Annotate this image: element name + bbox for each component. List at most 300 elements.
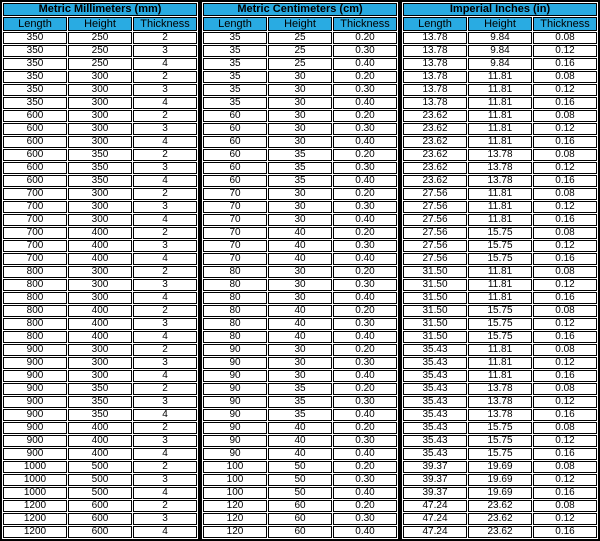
table-row (403, 201, 597, 213)
table-row (3, 214, 197, 226)
table-row (3, 175, 197, 187)
table-row (203, 188, 397, 200)
table-cell: 13.78 (403, 71, 467, 83)
table-row (203, 318, 397, 330)
table-cell: 0.16 (533, 58, 597, 70)
table-cell: 350 (68, 162, 132, 174)
table-cell: 0.20 (333, 71, 397, 83)
table-cell: 0.08 (533, 383, 597, 395)
table-cell: 500 (68, 487, 132, 499)
table-cell: 2 (133, 32, 197, 44)
table-cell: 350 (68, 175, 132, 187)
table-cell: 9.84 (468, 58, 532, 70)
table-row (203, 32, 397, 44)
table-cell: 90 (203, 409, 267, 421)
table-cell: 3 (133, 513, 197, 525)
table-row (403, 253, 597, 265)
table-cell: 40 (268, 331, 332, 343)
table-cell: 4 (133, 292, 197, 304)
table-cell: 31.50 (403, 305, 467, 317)
table-row (203, 344, 397, 356)
table-head-mm (3, 3, 197, 31)
table-row (3, 201, 197, 213)
table-cell: 0.30 (333, 123, 397, 135)
table-row (3, 487, 197, 499)
table-cell: 0.40 (333, 253, 397, 265)
table-cell: 1200 (3, 500, 67, 512)
table-metric-millimeters (0, 0, 200, 541)
table-cell: 23.62 (403, 123, 467, 135)
table-cell: 700 (3, 201, 67, 213)
table-cell: 13.78 (468, 149, 532, 161)
table-row (3, 435, 197, 447)
table-cell: 15.75 (468, 422, 532, 434)
table-cell: 300 (68, 97, 132, 109)
table-row (403, 331, 597, 343)
table-row (203, 253, 397, 265)
table-row (403, 227, 597, 239)
table-metric-centimeters (200, 0, 400, 541)
table-cell: 90 (203, 396, 267, 408)
column-header-row (403, 17, 597, 31)
table-cell: 3 (133, 162, 197, 174)
table-cell: 0.16 (533, 526, 597, 538)
table-cell: 15.75 (468, 240, 532, 252)
table-cell: 900 (3, 396, 67, 408)
table-cell: 35 (203, 71, 267, 83)
table-cell: 300 (68, 357, 132, 369)
table-cell: 11.81 (468, 357, 532, 369)
table-cell: 13.78 (403, 32, 467, 44)
table-cell: 0.40 (333, 487, 397, 499)
table-cell: 0.16 (533, 136, 597, 148)
table-cell: 400 (68, 240, 132, 252)
table-row (3, 370, 197, 382)
table-cell: 39.37 (403, 487, 467, 499)
table-cell: 30 (268, 84, 332, 96)
table-cell: 100 (203, 461, 267, 473)
table-head-cm (203, 3, 397, 31)
table-cell: 35.43 (403, 357, 467, 369)
table-cell: 0.20 (333, 383, 397, 395)
table-cell: 0.12 (533, 162, 597, 174)
table-cell: 23.62 (468, 500, 532, 512)
table-row (203, 136, 397, 148)
column-header-cm-length: Length (203, 17, 267, 31)
table-cell: 0.20 (333, 500, 397, 512)
table-cell: 800 (3, 266, 67, 278)
column-header-row (203, 17, 397, 31)
table-cell: 0.30 (333, 318, 397, 330)
table-cell: 47.24 (403, 526, 467, 538)
table-cell: 500 (68, 461, 132, 473)
table-cell: 100 (203, 487, 267, 499)
table-row (403, 292, 597, 304)
table-cell: 60 (268, 500, 332, 512)
table-cell: 900 (3, 448, 67, 460)
table-cell: 0.12 (533, 201, 597, 213)
column-header-in-length: Length (403, 17, 467, 31)
table-cell: 35 (268, 162, 332, 174)
table-cell: 600 (3, 110, 67, 122)
table-cell: 9.84 (468, 32, 532, 44)
table-row (3, 84, 197, 96)
table-row (403, 487, 597, 499)
table-cell: 0.20 (333, 188, 397, 200)
table-cell: 900 (3, 422, 67, 434)
table-cell: 800 (3, 318, 67, 330)
table-cell: 35.43 (403, 370, 467, 382)
section-title-mm: Metric Millimeters (mm) (3, 3, 197, 16)
table-cell: 90 (203, 435, 267, 447)
table-row (203, 422, 397, 434)
table-row (3, 344, 197, 356)
table-cell: 11.81 (468, 97, 532, 109)
table-cell: 400 (68, 318, 132, 330)
table-row (203, 279, 397, 291)
table-cell: 35.43 (403, 344, 467, 356)
table-cell: 35 (268, 396, 332, 408)
table-cell: 35.43 (403, 409, 467, 421)
table-cell: 35 (203, 45, 267, 57)
table-cell: 900 (3, 383, 67, 395)
table-cell: 600 (3, 136, 67, 148)
table-cell: 300 (68, 344, 132, 356)
table-cell: 3 (133, 84, 197, 96)
table-cell: 35 (268, 149, 332, 161)
table-cell: 50 (268, 474, 332, 486)
table-row (403, 318, 597, 330)
table-row (3, 500, 197, 512)
table-cell: 300 (68, 123, 132, 135)
table-cell: 0.20 (333, 461, 397, 473)
table-cell: 31.50 (403, 331, 467, 343)
table-cell: 0.20 (333, 227, 397, 239)
table-cell: 900 (3, 435, 67, 447)
table-cell: 2 (133, 305, 197, 317)
table-row (3, 396, 197, 408)
table-cell: 35.43 (403, 422, 467, 434)
table-cell: 0.40 (333, 136, 397, 148)
table-cell: 2 (133, 266, 197, 278)
table-cell: 600 (3, 175, 67, 187)
table-cell: 0.30 (333, 45, 397, 57)
table-cell: 19.69 (468, 474, 532, 486)
table-cell: 47.24 (403, 500, 467, 512)
table-cell: 4 (133, 175, 197, 187)
table-cell: 4 (133, 526, 197, 538)
table-cell: 900 (3, 409, 67, 421)
table-cell: 25 (268, 32, 332, 44)
table-cell: 11.81 (468, 201, 532, 213)
table-cell: 60 (203, 175, 267, 187)
table-cell: 60 (203, 149, 267, 161)
table-cell: 35 (203, 84, 267, 96)
column-header-row (3, 17, 197, 31)
table-cell: 11.81 (468, 71, 532, 83)
table-cell: 0.08 (533, 71, 597, 83)
table-cell: 23.62 (468, 526, 532, 538)
table-row (403, 435, 597, 447)
table-cell: 2 (133, 188, 197, 200)
table-cell: 800 (3, 292, 67, 304)
table-cell: 80 (203, 279, 267, 291)
table-row (3, 409, 197, 421)
table-row (403, 175, 597, 187)
table-cell: 35 (203, 32, 267, 44)
table-cell: 400 (68, 422, 132, 434)
table-cell: 400 (68, 448, 132, 460)
table-cell: 0.30 (333, 201, 397, 213)
table-cell: 0.08 (533, 500, 597, 512)
column-header-mm-thickness: Thickness (133, 17, 197, 31)
table-row (403, 305, 597, 317)
table-cell: 300 (68, 136, 132, 148)
table-cell: 350 (3, 45, 67, 57)
table-cell: 0.12 (533, 357, 597, 369)
table-row (3, 383, 197, 395)
table-cell: 27.56 (403, 214, 467, 226)
table-cell: 0.16 (533, 331, 597, 343)
table-cell: 2 (133, 383, 197, 395)
table-cell: 300 (68, 188, 132, 200)
table-cell: 0.30 (333, 357, 397, 369)
table-cell: 13.78 (468, 162, 532, 174)
table-cell: 19.69 (468, 487, 532, 499)
table-cell: 1200 (3, 513, 67, 525)
table-cell: 0.20 (333, 149, 397, 161)
table-cell: 350 (3, 32, 67, 44)
table-cell: 250 (68, 45, 132, 57)
table-cell: 0.16 (533, 97, 597, 109)
table-cell: 100 (203, 474, 267, 486)
table-cell: 27.56 (403, 201, 467, 213)
table-cell: 350 (3, 58, 67, 70)
table-cell: 0.40 (333, 526, 397, 538)
table-cell: 2 (133, 149, 197, 161)
table-cell: 0.16 (533, 370, 597, 382)
table-row (3, 253, 197, 265)
table-cell: 0.12 (533, 474, 597, 486)
table-cell: 3 (133, 45, 197, 57)
table-cell: 4 (133, 448, 197, 460)
table-cell: 300 (68, 266, 132, 278)
table-cell: 0.16 (533, 448, 597, 460)
table-row (3, 71, 197, 83)
section-title-row (203, 3, 397, 16)
table-cell: 700 (3, 227, 67, 239)
table-cell: 600 (68, 500, 132, 512)
table-cell: 80 (203, 305, 267, 317)
table-row (3, 240, 197, 252)
table-body-in (403, 32, 597, 538)
table-cell: 3 (133, 357, 197, 369)
table-cell: 90 (203, 344, 267, 356)
table-row (203, 409, 397, 421)
table-cell: 15.75 (468, 305, 532, 317)
table-cell: 11.81 (468, 370, 532, 382)
table-cell: 30 (268, 123, 332, 135)
table-row (3, 227, 197, 239)
table-cell: 0.16 (533, 253, 597, 265)
table-cell: 0.20 (333, 110, 397, 122)
table-row (203, 500, 397, 512)
table-cell: 11.81 (468, 214, 532, 226)
table-cell: 2 (133, 461, 197, 473)
table-cell: 15.75 (468, 435, 532, 447)
table-cell: 2 (133, 71, 197, 83)
table-row (203, 474, 397, 486)
table-row (203, 396, 397, 408)
table-cell: 70 (203, 227, 267, 239)
table-cell: 30 (268, 279, 332, 291)
column-header-cm-height: Height (268, 17, 332, 31)
table-row (3, 162, 197, 174)
table-cell: 90 (203, 370, 267, 382)
table-cell: 1000 (3, 487, 67, 499)
table-cell: 30 (268, 357, 332, 369)
table-row (203, 240, 397, 252)
table-cell: 31.50 (403, 292, 467, 304)
table-cell: 250 (68, 58, 132, 70)
table-cell: 4 (133, 253, 197, 265)
table-row (203, 357, 397, 369)
table-row (3, 357, 197, 369)
table-cell: 50 (268, 461, 332, 473)
table-cell: 0.08 (533, 32, 597, 44)
table-row (403, 448, 597, 460)
table-cell: 30 (268, 370, 332, 382)
table-cell: 47.24 (403, 513, 467, 525)
table-cell: 1000 (3, 461, 67, 473)
table-cell: 30 (268, 97, 332, 109)
table-cell: 39.37 (403, 461, 467, 473)
table-row (403, 110, 597, 122)
table-cell: 11.81 (468, 84, 532, 96)
table-row (403, 409, 597, 421)
table-cell: 0.40 (333, 331, 397, 343)
column-header-cm-thickness: Thickness (333, 17, 397, 31)
table-cell: 23.62 (403, 136, 467, 148)
table-cell: 40 (268, 305, 332, 317)
table-cell: 4 (133, 370, 197, 382)
table-cell: 0.12 (533, 240, 597, 252)
table-row (403, 422, 597, 434)
table-cell: 400 (68, 331, 132, 343)
table-row (203, 110, 397, 122)
table-cell: 35 (268, 383, 332, 395)
table-cell: 70 (203, 188, 267, 200)
table-cell: 0.08 (533, 188, 597, 200)
table-cell: 3 (133, 318, 197, 330)
table-cell: 3 (133, 201, 197, 213)
table-cell: 27.56 (403, 188, 467, 200)
table-cell: 600 (3, 149, 67, 161)
table-cell: 2 (133, 344, 197, 356)
table-cell: 3 (133, 435, 197, 447)
table-cell: 2 (133, 227, 197, 239)
table-cell: 15.75 (468, 318, 532, 330)
table-cell: 350 (3, 97, 67, 109)
table-row (203, 84, 397, 96)
table-row (3, 292, 197, 304)
table-cell: 90 (203, 422, 267, 434)
table-cell: 300 (68, 201, 132, 213)
table-row (403, 370, 597, 382)
table-row (203, 513, 397, 525)
table-cell: 0.30 (333, 396, 397, 408)
table-row (403, 266, 597, 278)
column-header-in-thickness: Thickness (533, 17, 597, 31)
table-row (403, 188, 597, 200)
table-cell: 0.30 (333, 162, 397, 174)
table-cell: 700 (3, 240, 67, 252)
table-cell: 350 (3, 84, 67, 96)
table-cell: 15.75 (468, 227, 532, 239)
table-cell: 0.30 (333, 513, 397, 525)
table-cell: 70 (203, 253, 267, 265)
table-cell: 30 (268, 201, 332, 213)
table-row (403, 84, 597, 96)
table-cell: 350 (68, 409, 132, 421)
table-cell: 0.12 (533, 435, 597, 447)
table-row (203, 149, 397, 161)
table-cell: 600 (68, 526, 132, 538)
table-cell: 90 (203, 357, 267, 369)
table-cell: 30 (268, 292, 332, 304)
table-cell: 0.20 (333, 422, 397, 434)
table-cell: 700 (3, 214, 67, 226)
table-row (203, 58, 397, 70)
table-cell: 0.30 (333, 279, 397, 291)
table-cell: 30 (268, 266, 332, 278)
table-row (203, 162, 397, 174)
table-row (3, 266, 197, 278)
table-cell: 4 (133, 331, 197, 343)
section-title-row (3, 3, 197, 16)
table-cell: 0.16 (533, 409, 597, 421)
table-row (3, 305, 197, 317)
table-cell: 13.78 (403, 84, 467, 96)
table-cell: 60 (203, 123, 267, 135)
table-row (203, 71, 397, 83)
table-row (3, 448, 197, 460)
table-row (403, 279, 597, 291)
table-row (203, 227, 397, 239)
table-head-in (403, 3, 597, 31)
table-body-mm (3, 32, 197, 538)
table-cell: 120 (203, 500, 267, 512)
table-cell: 400 (68, 305, 132, 317)
table-cell: 0.20 (333, 305, 397, 317)
table-cell: 23.62 (468, 513, 532, 525)
table-cell: 0.30 (333, 435, 397, 447)
table-row (403, 58, 597, 70)
table-row (403, 149, 597, 161)
table-cell: 19.69 (468, 461, 532, 473)
table-cell: 4 (133, 487, 197, 499)
table-row (3, 279, 197, 291)
table-cell: 0.08 (533, 149, 597, 161)
table-row (3, 136, 197, 148)
table-cell: 11.81 (468, 266, 532, 278)
table-cell: 4 (133, 97, 197, 109)
table-cell: 900 (3, 357, 67, 369)
table-cell: 0.08 (533, 110, 597, 122)
table-cell: 25 (268, 45, 332, 57)
table-cell: 400 (68, 227, 132, 239)
table-cell: 90 (203, 383, 267, 395)
